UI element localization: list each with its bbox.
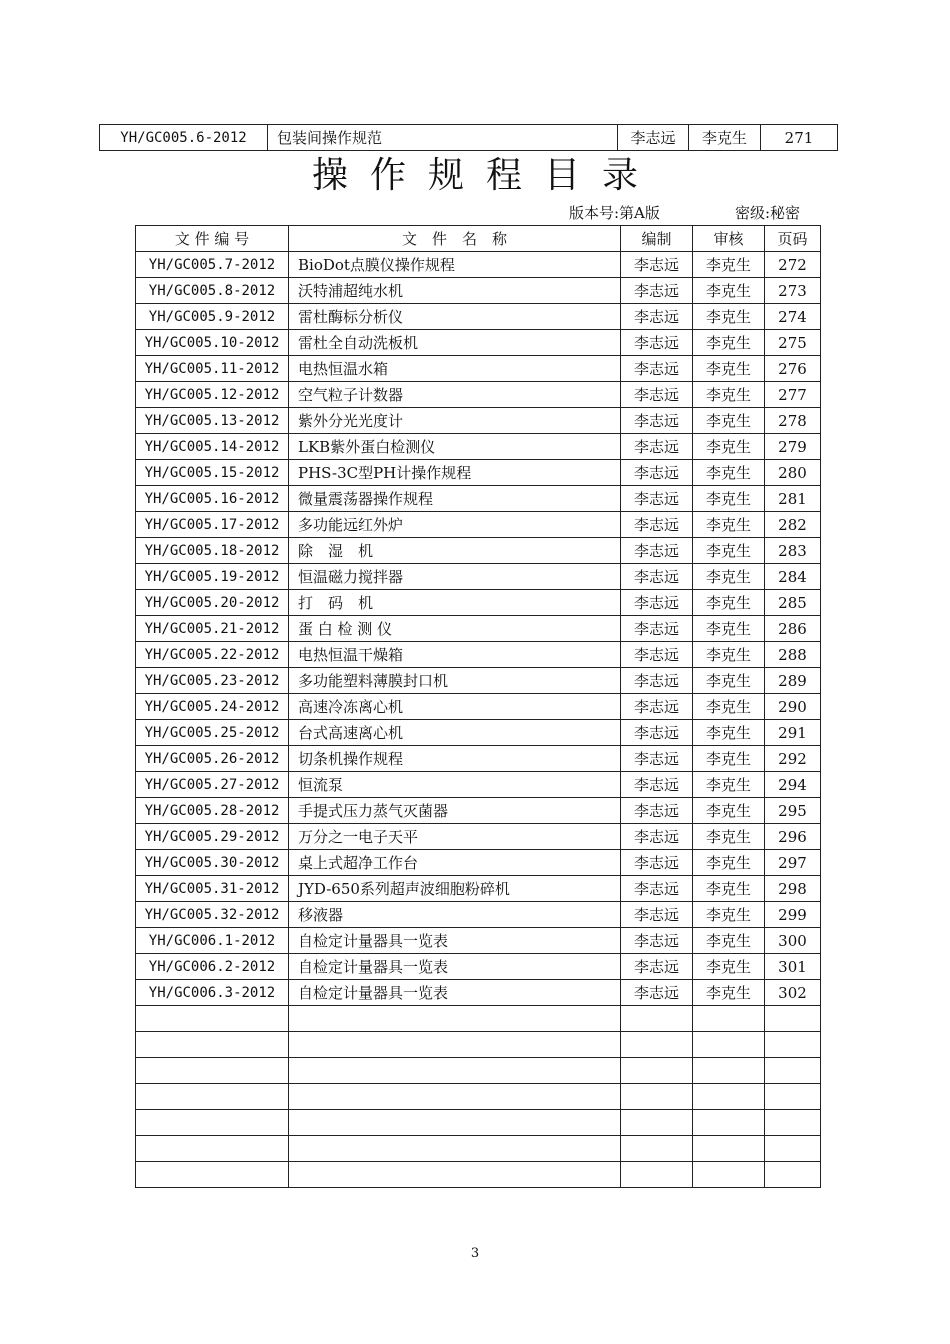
table-row (100, 125, 838, 151)
reviewer-cell: 李克生 (693, 798, 765, 824)
editor-cell: 李志远 (621, 512, 693, 538)
file-code-cell: YH/GC005.23-2012 (136, 668, 289, 694)
file-name-cell (289, 1084, 621, 1110)
file-code-cell: YH/GC005.26-2012 (136, 746, 289, 772)
page-number: 3 (470, 1246, 480, 1261)
page-cell: 281 (765, 486, 821, 512)
file-name-cell: 打 码 机 (289, 590, 621, 616)
header-page: 页码 (765, 226, 821, 252)
reviewer-cell: 李克生 (693, 980, 765, 1006)
page-cell (765, 1032, 821, 1058)
editor-cell: 李志远 (621, 564, 693, 590)
table-row (136, 902, 821, 928)
editor-cell (621, 1058, 693, 1084)
table-row (136, 954, 821, 980)
reviewer-cell: 李克生 (693, 616, 765, 642)
file-code-cell: YH/GC006.2-2012 (136, 954, 289, 980)
page-cell: 302 (765, 980, 821, 1006)
header-code: 文 件 编 号 (136, 226, 289, 252)
reviewer-cell: 李克生 (693, 928, 765, 954)
file-name-cell: 恒流泵 (289, 772, 621, 798)
page-cell: 295 (765, 798, 821, 824)
file-name-cell: 移液器 (289, 902, 621, 928)
header-name: 文 件 名 称 (289, 226, 621, 252)
file-name-cell: 紫外分光光度计 (289, 408, 621, 434)
editor-cell: 李志远 (621, 330, 693, 356)
file-code-cell: YH/GC005.11-2012 (136, 356, 289, 382)
file-code-cell: YH/GC005.22-2012 (136, 642, 289, 668)
table-row (136, 928, 821, 954)
file-code-cell: YH/GC005.6-2012 (100, 125, 268, 151)
editor-cell: 李志远 (621, 460, 693, 486)
reviewer-cell: 李克生 (693, 434, 765, 460)
page-cell: 282 (765, 512, 821, 538)
editor-cell: 李志远 (621, 278, 693, 304)
file-name-cell (289, 1162, 621, 1188)
table-row (136, 772, 821, 798)
file-name-cell (289, 1058, 621, 1084)
page-cell: 277 (765, 382, 821, 408)
reviewer-cell: 李克生 (693, 642, 765, 668)
editor-cell: 李志远 (621, 746, 693, 772)
procedure-index-table (135, 225, 821, 1188)
reviewer-cell (693, 1006, 765, 1032)
file-name-cell: 空气粒子计数器 (289, 382, 621, 408)
table-row (136, 304, 821, 330)
file-code-cell: YH/GC005.16-2012 (136, 486, 289, 512)
file-code-cell: YH/GC005.24-2012 (136, 694, 289, 720)
editor-cell: 李志远 (618, 125, 689, 151)
editor-cell: 李志远 (621, 954, 693, 980)
table-row (136, 382, 821, 408)
reviewer-cell: 李克生 (693, 356, 765, 382)
page-cell: 273 (765, 278, 821, 304)
file-name-cell: JYD-650系列超声波细胞粉碎机 (289, 876, 621, 902)
table-row (136, 850, 821, 876)
reviewer-cell: 李克生 (693, 408, 765, 434)
page-cell: 275 (765, 330, 821, 356)
file-name-cell: 包装间操作规范 (268, 125, 618, 151)
editor-cell: 李志远 (621, 304, 693, 330)
file-code-cell: YH/GC005.18-2012 (136, 538, 289, 564)
editor-cell: 李志远 (621, 798, 693, 824)
file-name-cell: 切条机操作规程 (289, 746, 621, 772)
file-name-cell: 除 湿 机 (289, 538, 621, 564)
reviewer-cell: 李克生 (693, 668, 765, 694)
file-code-cell: YH/GC005.17-2012 (136, 512, 289, 538)
reviewer-cell: 李克生 (693, 876, 765, 902)
table-row (136, 668, 821, 694)
file-name-cell (289, 1110, 621, 1136)
file-code-cell (136, 1136, 289, 1162)
table-row (136, 252, 821, 278)
file-name-cell: 多功能塑料薄膜封口机 (289, 668, 621, 694)
page-cell: 301 (765, 954, 821, 980)
reviewer-cell (693, 1136, 765, 1162)
page-cell: 280 (765, 460, 821, 486)
table-row (136, 980, 821, 1006)
reviewer-cell: 李克生 (693, 772, 765, 798)
page-cell (765, 1110, 821, 1136)
file-name-cell: BioDot点膜仪操作规程 (289, 252, 621, 278)
page-cell: 289 (765, 668, 821, 694)
file-name-cell: 桌上式超净工作台 (289, 850, 621, 876)
table-row (136, 512, 821, 538)
editor-cell: 李志远 (621, 772, 693, 798)
file-code-cell (136, 1006, 289, 1032)
reviewer-cell: 李克生 (693, 512, 765, 538)
reviewer-cell: 李克生 (693, 694, 765, 720)
file-code-cell: YH/GC005.14-2012 (136, 434, 289, 460)
file-name-cell: 台式高速离心机 (289, 720, 621, 746)
file-name-cell: PHS-3C型PH计操作规程 (289, 460, 621, 486)
file-code-cell: YH/GC005.15-2012 (136, 460, 289, 486)
reviewer-cell: 李克生 (693, 954, 765, 980)
page-cell: 271 (761, 125, 838, 151)
reviewer-cell: 李克生 (693, 278, 765, 304)
page-cell (765, 1058, 821, 1084)
page-cell: 284 (765, 564, 821, 590)
file-code-cell: YH/GC005.20-2012 (136, 590, 289, 616)
page-cell: 300 (765, 928, 821, 954)
file-name-cell: 手提式压力蒸气灭菌器 (289, 798, 621, 824)
editor-cell: 李志远 (621, 486, 693, 512)
page-cell: 279 (765, 434, 821, 460)
reviewer-cell: 李克生 (689, 125, 761, 151)
page-cell: 299 (765, 902, 821, 928)
file-code-cell: YH/GC005.8-2012 (136, 278, 289, 304)
reviewer-cell: 李克生 (693, 486, 765, 512)
file-code-cell: YH/GC005.25-2012 (136, 720, 289, 746)
editor-cell: 李志远 (621, 824, 693, 850)
file-code-cell: YH/GC005.12-2012 (136, 382, 289, 408)
table-row (136, 642, 821, 668)
table-row (136, 720, 821, 746)
table-row (136, 1136, 821, 1162)
reviewer-cell: 李克生 (693, 720, 765, 746)
editor-cell: 李志远 (621, 434, 693, 460)
editor-cell (621, 1162, 693, 1188)
editor-cell: 李志远 (621, 902, 693, 928)
page-cell: 294 (765, 772, 821, 798)
file-code-cell: YH/GC005.9-2012 (136, 304, 289, 330)
file-code-cell: YH/GC005.13-2012 (136, 408, 289, 434)
secrecy-label: 密级:秘密 (735, 204, 801, 222)
page-cell: 274 (765, 304, 821, 330)
editor-cell: 李志远 (621, 694, 693, 720)
file-name-cell: 自检定计量器具一览表 (289, 954, 621, 980)
table-row (136, 1006, 821, 1032)
reviewer-cell: 李克生 (693, 902, 765, 928)
version-label: 版本号:第A版 (569, 204, 660, 222)
file-name-cell: 高速冷冻离心机 (289, 694, 621, 720)
editor-cell: 李志远 (621, 850, 693, 876)
file-code-cell: YH/GC005.32-2012 (136, 902, 289, 928)
file-name-cell (289, 1032, 621, 1058)
table-row (136, 356, 821, 382)
page-cell: 291 (765, 720, 821, 746)
file-code-cell: YH/GC005.27-2012 (136, 772, 289, 798)
page-cell: 278 (765, 408, 821, 434)
reviewer-cell: 李克生 (693, 252, 765, 278)
editor-cell: 李志远 (621, 928, 693, 954)
file-code-cell: YH/GC005.30-2012 (136, 850, 289, 876)
file-name-cell: 万分之一电子天平 (289, 824, 621, 850)
reviewer-cell (693, 1032, 765, 1058)
reviewer-cell: 李克生 (693, 850, 765, 876)
table-row (136, 876, 821, 902)
editor-cell: 李志远 (621, 980, 693, 1006)
editor-cell: 李志远 (621, 356, 693, 382)
table-row (136, 616, 821, 642)
file-code-cell: YH/GC005.21-2012 (136, 616, 289, 642)
page-cell: 283 (765, 538, 821, 564)
file-name-cell: 雷杜酶标分析仪 (289, 304, 621, 330)
file-name-cell: 蛋 白 检 测 仪 (289, 616, 621, 642)
table-header-row (136, 226, 821, 252)
table-row (136, 330, 821, 356)
table-row (136, 434, 821, 460)
table-row (136, 278, 821, 304)
editor-cell: 李志远 (621, 642, 693, 668)
page-cell: 292 (765, 746, 821, 772)
page-title: 操作规程目录 (311, 155, 660, 196)
file-code-cell: YH/GC005.7-2012 (136, 252, 289, 278)
editor-cell: 李志远 (621, 538, 693, 564)
file-name-cell: 多功能远红外炉 (289, 512, 621, 538)
reviewer-cell (693, 1058, 765, 1084)
editor-cell: 李志远 (621, 876, 693, 902)
file-name-cell: 恒温磁力搅拌器 (289, 564, 621, 590)
table-row (136, 694, 821, 720)
file-code-cell: YH/GC006.1-2012 (136, 928, 289, 954)
table-row (136, 590, 821, 616)
table-row (136, 1084, 821, 1110)
editor-cell: 李志远 (621, 590, 693, 616)
file-code-cell: YH/GC005.10-2012 (136, 330, 289, 356)
reviewer-cell: 李克生 (693, 746, 765, 772)
page-cell: 272 (765, 252, 821, 278)
file-name-cell (289, 1136, 621, 1162)
header-editor: 编制 (621, 226, 693, 252)
reviewer-cell (693, 1162, 765, 1188)
editor-cell (621, 1084, 693, 1110)
file-code-cell (136, 1110, 289, 1136)
page-cell: 296 (765, 824, 821, 850)
reviewer-cell (693, 1110, 765, 1136)
table-row (136, 486, 821, 512)
editor-cell (621, 1032, 693, 1058)
file-name-cell: LKB紫外蛋白检测仪 (289, 434, 621, 460)
reviewer-cell: 李克生 (693, 564, 765, 590)
document-meta (0, 202, 950, 222)
editor-cell (621, 1110, 693, 1136)
page-cell: 288 (765, 642, 821, 668)
table-row (136, 824, 821, 850)
file-name-cell: 电热恒温干燥箱 (289, 642, 621, 668)
header-reviewer: 审核 (693, 226, 765, 252)
reviewer-cell: 李克生 (693, 538, 765, 564)
table-row (136, 1110, 821, 1136)
reviewer-cell: 李克生 (693, 382, 765, 408)
table-row (136, 1058, 821, 1084)
file-name-cell: 自检定计量器具一览表 (289, 980, 621, 1006)
editor-cell: 李志远 (621, 252, 693, 278)
file-name-cell: 雷杜全自动洗板机 (289, 330, 621, 356)
file-name-cell: 沃特浦超纯水机 (289, 278, 621, 304)
page-cell: 290 (765, 694, 821, 720)
file-code-cell: YH/GC005.31-2012 (136, 876, 289, 902)
file-code-cell: YH/GC005.19-2012 (136, 564, 289, 590)
file-code-cell: YH/GC005.29-2012 (136, 824, 289, 850)
page-cell: 276 (765, 356, 821, 382)
table-row (136, 564, 821, 590)
page-cell: 285 (765, 590, 821, 616)
editor-cell: 李志远 (621, 382, 693, 408)
reviewer-cell: 李克生 (693, 824, 765, 850)
table-row (136, 746, 821, 772)
file-code-cell (136, 1032, 289, 1058)
table-row (136, 1162, 821, 1188)
page-cell: 298 (765, 876, 821, 902)
reviewer-cell: 李克生 (693, 460, 765, 486)
page-cell: 286 (765, 616, 821, 642)
table-row (136, 798, 821, 824)
file-code-cell: YH/GC005.28-2012 (136, 798, 289, 824)
previous-entry-table (99, 124, 838, 151)
editor-cell (621, 1006, 693, 1032)
editor-cell (621, 1136, 693, 1162)
file-name-cell: 电热恒温水箱 (289, 356, 621, 382)
file-code-cell (136, 1058, 289, 1084)
table-row (136, 408, 821, 434)
table-row (136, 460, 821, 486)
table-row (136, 538, 821, 564)
table-row (136, 1032, 821, 1058)
editor-cell: 李志远 (621, 408, 693, 434)
reviewer-cell: 李克生 (693, 304, 765, 330)
editor-cell: 李志远 (621, 616, 693, 642)
page-cell (765, 1136, 821, 1162)
file-code-cell (136, 1084, 289, 1110)
file-code-cell: YH/GC006.3-2012 (136, 980, 289, 1006)
file-code-cell (136, 1162, 289, 1188)
editor-cell: 李志远 (621, 720, 693, 746)
reviewer-cell (693, 1084, 765, 1110)
page-cell: 297 (765, 850, 821, 876)
reviewer-cell: 李克生 (693, 330, 765, 356)
file-name-cell: 微量震荡器操作规程 (289, 486, 621, 512)
page-cell (765, 1006, 821, 1032)
file-name-cell: 自检定计量器具一览表 (289, 928, 621, 954)
editor-cell: 李志远 (621, 668, 693, 694)
file-name-cell (289, 1006, 621, 1032)
reviewer-cell: 李克生 (693, 590, 765, 616)
page-cell (765, 1162, 821, 1188)
page-cell (765, 1084, 821, 1110)
